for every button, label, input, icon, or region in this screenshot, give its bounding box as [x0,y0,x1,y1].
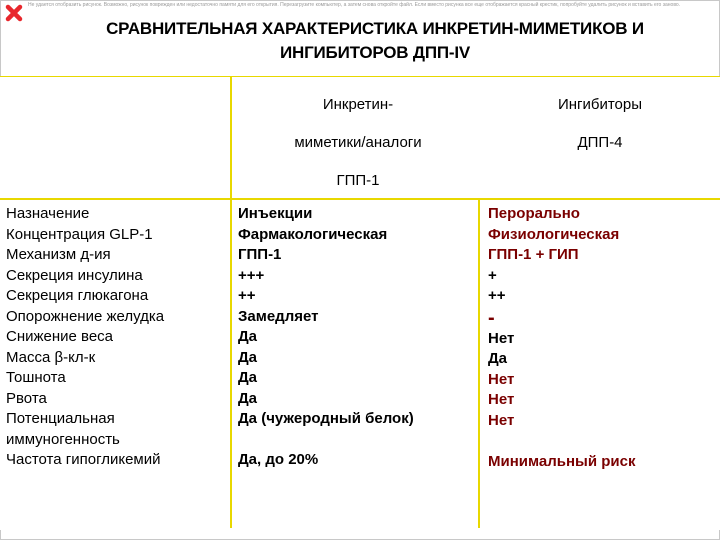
inhibitor-cell: ++ [488,287,506,304]
inhibitor-cell: Физиологическая [488,225,620,243]
header-divider [0,198,720,200]
inhibitor-cell: Да [488,350,508,367]
header-inhibitors-line-2: ДПП-4 [577,134,623,151]
incretin-cell: Да [238,328,258,345]
inhibitor-cell: Нет [488,329,515,347]
parameter-cell: Назначение [6,205,90,222]
parameter-cell: Потенциальная [6,410,115,427]
parameter-cell: иммуногенность [6,430,120,448]
page-title [30,17,720,65]
parameter-cell: Рвота [6,389,47,407]
incretin-cell: Да [238,389,258,407]
inhibitors-column [488,204,635,472]
parameter-cell: Тошнота [6,369,66,386]
parameter-cell: Частота гипогликемий [6,451,161,468]
inhibitor-cell: Нет [488,370,515,388]
parameters-column [6,204,164,471]
inhibitor-cell: - [488,306,495,329]
incretin-cell: ГПП-1 [238,246,282,263]
broken-image-icon [5,4,23,22]
incretin-cell: Да, до 20% [238,451,319,468]
incretin-cell: Фармакологическая [238,225,388,243]
parameter-cell: Секреция глюкагона [6,287,149,304]
incretin-cell: ++ [238,287,256,304]
incretin-cell [238,430,414,451]
inhibitor-cell: Минимальный риск [488,452,636,470]
header-incretin-line-1: Инкретин- [322,96,394,113]
incretin-cell: Замедляет [238,307,319,325]
notice-text: Не удается отобразить рисунок. Возможно, рисунок поврежден или недостаточно памяти для его открытия. Перезагрузите компьютер, а затем снова откройте файл. Если вместо рисунка все еще отображается красный крестик, попробуйте удалить рисунок и вставить его заново. [28,2,681,8]
parameter-cell: Механизм д-ия [6,246,111,263]
inhibitor-cell: + [488,266,497,284]
header-incretin-line-3: ГПП-1 [336,172,380,189]
header-column-divider-1 [230,77,232,198]
incretin-column [238,204,414,471]
inhibitor-cell: Нет [488,391,515,408]
parameter-cell: Масса β-кл-к [6,348,96,366]
inhibitor-cell: ГПП-1 + ГИП [488,246,579,263]
incretin-cell: Да [238,348,258,366]
title-line-2: ИНГИБИТОРОВ ДПП-IV [280,43,470,62]
incretin-cell: Инъекции [238,205,313,222]
inhibitor-cell: Перорально [488,205,580,222]
parameter-cell: Секреция инсулина [6,266,143,284]
incretin-cell: +++ [238,266,265,284]
incretin-cell: Да [238,369,258,386]
column-divider-1 [230,200,232,528]
header-inhibitors-line-1: Ингибиторы [557,96,643,113]
column-divider-2 [478,200,480,528]
parameter-cell: Снижение веса [6,328,114,345]
inhibitor-cell [488,431,635,452]
parameter-cell: Опорожнение желудка [6,307,165,325]
title-line-1: СРАВНИТЕЛЬНАЯ ХАРАКТЕРИСТИКА ИНКРЕТИН-МИМЕТИКОВ И [106,19,644,38]
parameter-cell: Концентрация GLP-1 [6,225,153,243]
header-incretin-line-2: миметики/аналоги [294,134,422,151]
inhibitor-cell: Нет [488,411,515,429]
incretin-cell: Да (чужеродный белок) [238,410,414,427]
